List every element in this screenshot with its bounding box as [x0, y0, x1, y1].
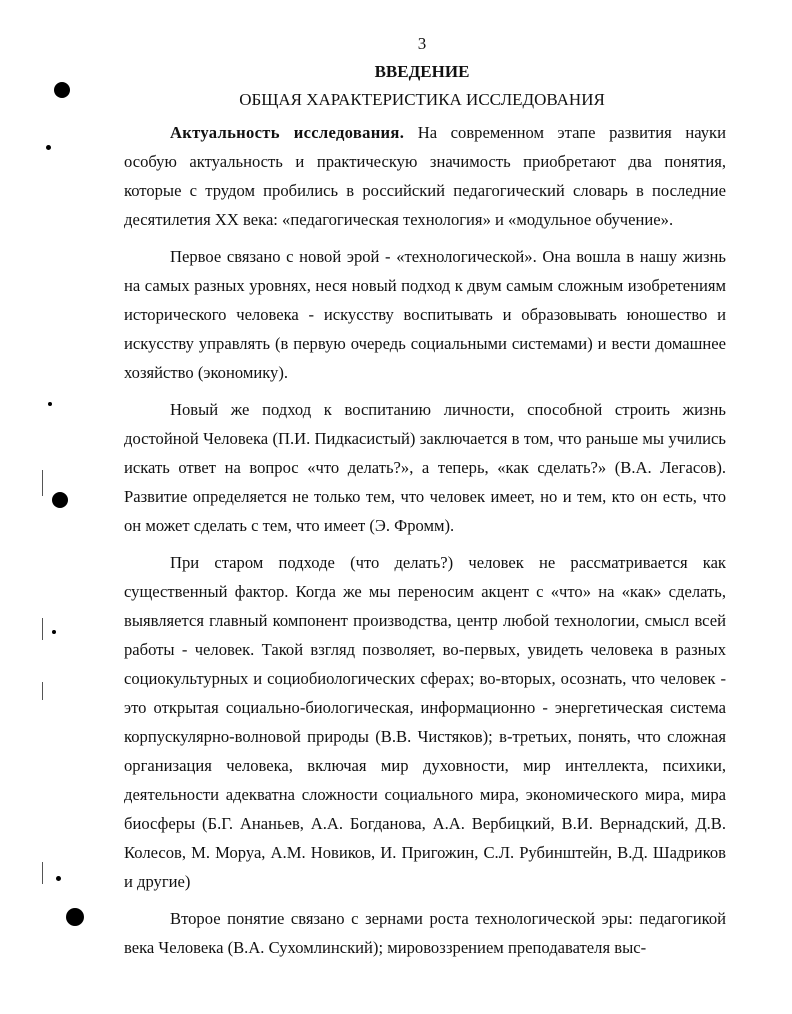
scan-speck [54, 82, 70, 98]
section-heading: ВВЕДЕНИЕ [374, 62, 470, 81]
margin-mark [42, 470, 43, 496]
margin-mark [42, 682, 43, 700]
scan-speck [48, 402, 52, 406]
paragraph-4: При старом подходе (что делать?) человек не рассматривается как существенный фактор. Когда же мы переносим акцент с «что» на «как» сделать, выявляется главный компонент производства, центр любой технологии, смысл всей работы - человек. Такой взгляд позволяет, во-первых, увидеть человека в разных социокультурных и социобиологических сферах; во-вторых, осознать, что человек - это открытая социально-биологическая, информационно - энергетическая система корпускулярно-волновой природы (В.В. Чистяков); в-третьих, понять, что сложная организация человека, включая мир духовности, мир интеллекта, психики, деятельности адекватна сложности социального мира, экономического мира, мира биосферы (Б.Г. Ананьев, А.А. Богданова, А.А. Вербицкий, В.И. Вернадский, Д.В. Колесов, М. Моруа, А.М. Новиков, И. Пригожин, С.Л. Рубинштейн, В.Д. Шадриков и другие) [124, 553, 726, 891]
paragraph-1-text: На современном этапе развития науки особую актуальность и практическую значимость приобретают два понятия, которые с трудом пробились в российский педагогический словарь в последние десятилетия ХХ века: «педагогическая технология» и «модульное обучение». [124, 123, 726, 229]
scan-speck [52, 492, 68, 508]
margin-mark [42, 862, 43, 884]
scan-speck [66, 908, 84, 926]
paragraph-2: Первое связано с новой эрой - «технологической». Она вошла в нашу жизнь на самых разных уровнях, неся новый подход к двум самым сложным изобретениям исторического человека - искусству воспитывать и образовывать юношество и искусству управлять (в первую очередь социальными системами) и вести домашнее хозяйство (экономику). [124, 247, 726, 382]
paragraph-5: Второе понятие связано с зернами роста технологической эры: педагогикой века Человека (В.А. Сухомлинский); мировоззрением преподавателя выс- [124, 909, 726, 957]
paragraph-3: Новый же подход к воспитанию личности, способной строить жизнь достойной Человека (П.И. Пидкасистый) заключается в том, что раньше мы учились искать ответ на вопрос «что делать?», а теперь, «как сделать?» (В.А. Легасов). Развитие определяется не только тем, что человек имеет, но и тем, кто он есть, что он может сделать с тем, что имеет (Э. Фромм). [124, 400, 726, 535]
page-number: 3 [417, 34, 427, 53]
scan-speck [52, 630, 56, 634]
paragraph-1 [124, 118, 726, 234]
section-subheading: ОБЩАЯ ХАРАКТЕРИСТИКА ИССЛЕДОВАНИЯ [239, 90, 605, 109]
document-body [124, 118, 726, 970]
scan-speck [56, 876, 61, 881]
scan-speck [46, 145, 51, 150]
margin-mark [42, 618, 43, 640]
paragraph-1-lead: Актуальность исследования. [170, 123, 405, 142]
